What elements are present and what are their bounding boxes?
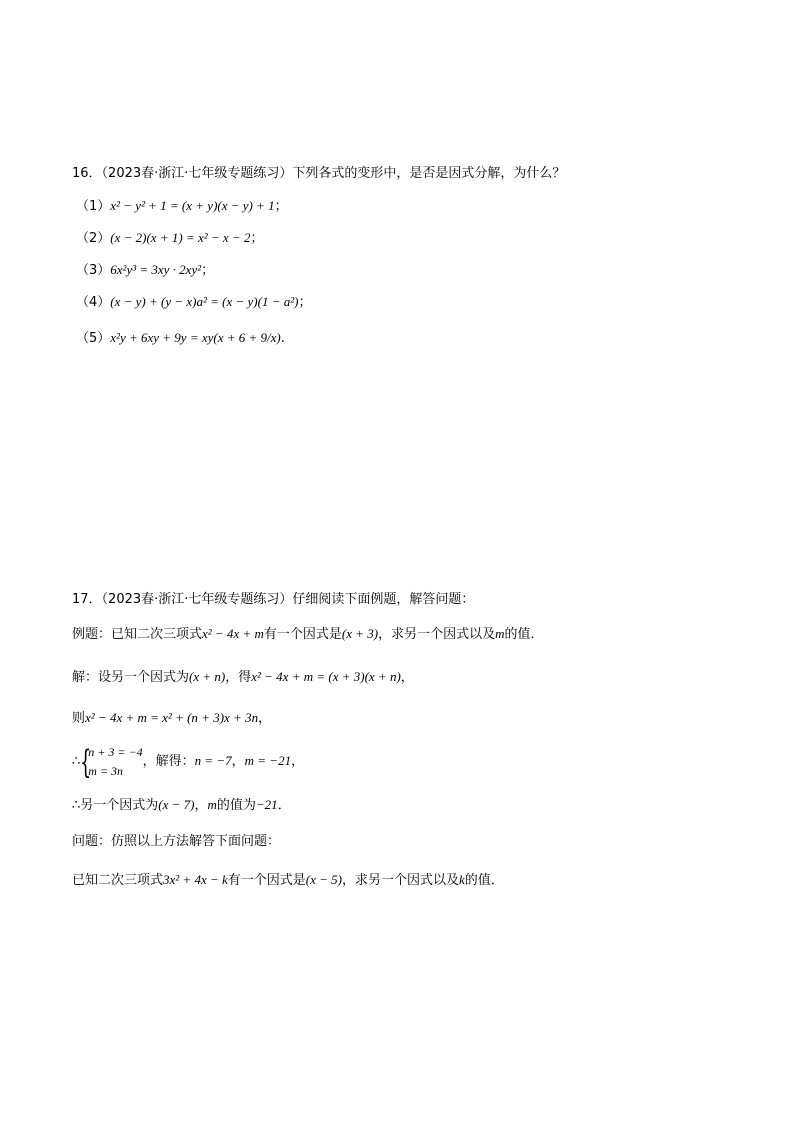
q16-item-4-expr: (x − y) + (y − x)a² = (x − y)(1 − a²) [110, 294, 299, 309]
q16-item-2-label: （2） [76, 231, 111, 246]
q17-concl-prefix: ∴另一个因式为 [72, 798, 159, 813]
q17-task-2 [72, 870, 504, 891]
q17-task-text: 问题：仿照以上方法解答下面问题： [72, 834, 281, 849]
q17-concl-var: m [207, 797, 217, 812]
q17-then-end: ， [258, 711, 272, 726]
q16-item-4-end: ； [298, 295, 312, 310]
q16-header-text: 16．（2023春·浙江·七年级专题练习）下列各式的变形中，是否是因式分解，为什么？ [72, 166, 566, 181]
q17-example-factor: (x + 3) [341, 626, 379, 641]
q17-sol-prefix: 解：设另一个因式为 [72, 670, 190, 685]
q17-sol-expr: x² − 4x + m = (x + 3)(x + n) [251, 669, 401, 684]
q17-sol-end: ， [400, 670, 414, 685]
left-brace: { [80, 742, 92, 781]
q17-task [72, 832, 280, 852]
q17-task2-end: 的值． [464, 873, 504, 888]
q17-example-expr: x² − 4x + m [202, 626, 264, 641]
q16-item-1-end: ； [274, 199, 288, 214]
therefore-symbol: ∴ [72, 754, 81, 769]
q17-task2-expr: 3x² + 4x − k [163, 872, 228, 887]
q17-task2-var: k [459, 872, 465, 887]
q17-example-end: 的值． [504, 627, 544, 642]
q17-task2-prefix: 已知二次三项式 [72, 873, 164, 888]
q17-solve-m: m = −21 [244, 753, 292, 768]
q16-item-3 [76, 260, 214, 281]
q16-item-5-label: （5） [76, 331, 111, 346]
q17-solution [72, 667, 414, 688]
q16-item-1-label: （1） [76, 199, 111, 214]
q16-item-1-expr: x² − y² + 1 = (x + y)(x − y) + 1 [110, 198, 275, 213]
q17-concl-end: ． [277, 798, 291, 813]
q16-item-5-expr: x²y + 6xy + 9y = xy(x + 6 + 9/x) [110, 330, 281, 345]
q17-solve-n: n = −7 [194, 753, 232, 768]
q17-task2-factor: (x − 5) [305, 872, 342, 887]
q16-item-2-end: ； [250, 231, 264, 246]
q16-item-3-end: ； [201, 263, 215, 278]
q16-item-3-expr: 6x²y³ = 3xy · 2xy² [110, 262, 202, 277]
q17-example-prefix: 例题：已知二次三项式 [72, 627, 203, 642]
q16-header [72, 164, 565, 184]
q16-item-4-label: （4） [76, 295, 111, 310]
q17-solve-end: ， [291, 754, 305, 769]
q17-sol-mid: ，得 [225, 670, 252, 685]
q16-item-2-expr: (x − 2)(x + 1) = x² − x − 2 [110, 230, 251, 245]
q17-concl-mid: ， [194, 798, 208, 813]
equation-system [80, 743, 142, 781]
q17-then-prefix: 则 [72, 711, 86, 726]
q17-example-mid2: ，求另一个因式以及 [378, 627, 496, 642]
q17-solve-label: ，解得： [142, 754, 195, 769]
system-row-2: m = 3n [88, 763, 124, 778]
q16-item-3-label: （3） [76, 263, 111, 278]
q17-example [72, 624, 544, 645]
system-row-1: n + 3 = −4 [88, 744, 143, 759]
q17-header [72, 590, 474, 610]
q17-solve-sep: ， [231, 754, 245, 769]
q16-item-5 [76, 328, 285, 349]
q17-concl-mid2: 的值为 [216, 798, 256, 813]
q17-example-mid: 有一个因式是 [263, 627, 342, 642]
q16-item-4 [76, 292, 311, 313]
q16-item-5-end: . [280, 331, 285, 346]
q17-system [72, 742, 304, 781]
q17-then-expr: x² − 4x + m = x² + (n + 3)x + 3n [85, 710, 259, 725]
q17-example-var: m [495, 626, 505, 641]
q16-item-2 [76, 228, 263, 249]
q17-concl-factor: (x − 7) [158, 797, 195, 812]
q17-sol-factor: (x + n) [189, 669, 226, 684]
q17-task2-mid: 有一个因式是 [227, 873, 306, 888]
q17-conclusion [72, 795, 291, 816]
q17-concl-value: −21 [255, 797, 278, 812]
q17-then [72, 708, 271, 729]
q16-item-1 [76, 196, 288, 217]
q17-header-text: 17．（2023春·浙江·七年级专题练习）仔细阅读下面例题，解答问题： [72, 592, 475, 607]
q17-task2-mid2: ，求另一个因式以及 [342, 873, 460, 888]
